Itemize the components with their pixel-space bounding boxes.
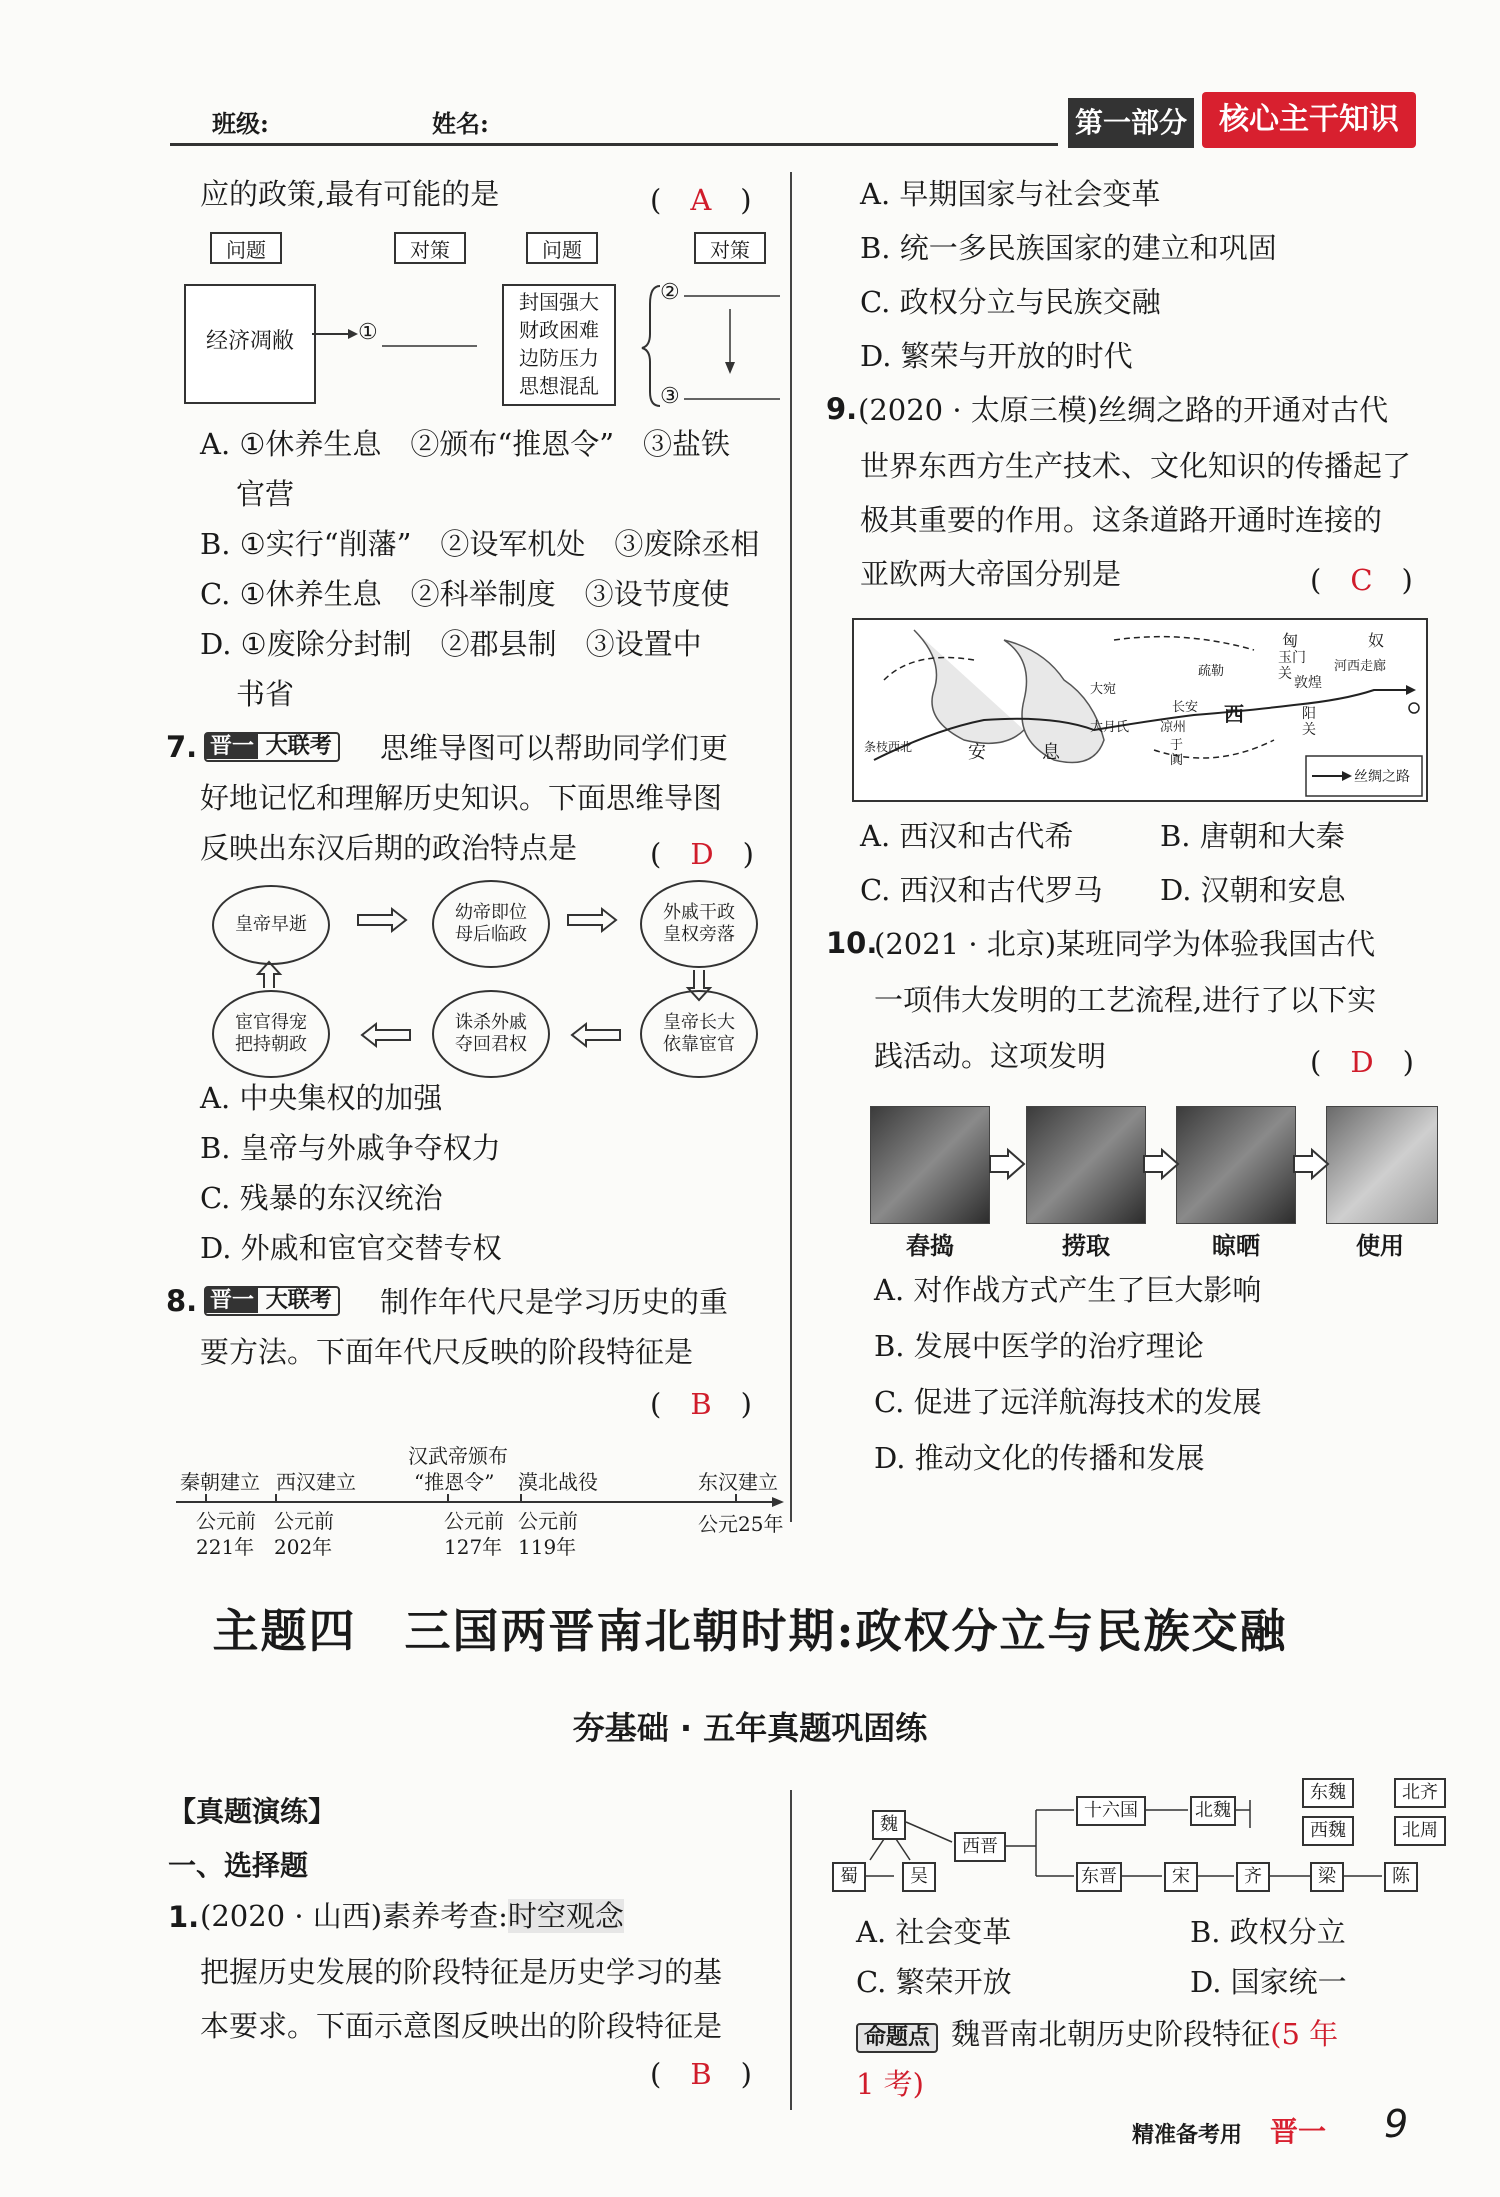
q6-label-policy1: 对策: [394, 232, 466, 264]
q7-arrows: [200, 880, 780, 1080]
tl-date-202-l1: 公元前: [274, 1509, 334, 1533]
q10-option-d: D. 推动文化的传播和发展: [874, 1441, 1205, 1475]
map-label-dunhuang: 敦煌: [1294, 675, 1322, 691]
flow-chen: 陈: [1384, 1862, 1418, 1892]
topic4-subtitle: 夯基础 · 五年真题巩固练: [572, 1709, 928, 1747]
tl-date-119-l1: 公元前: [518, 1509, 578, 1533]
map-label-hexi: 河西走廊: [1334, 659, 1387, 674]
q7-tag: [204, 732, 340, 762]
tl-date-127-l2: 127年: [444, 1535, 503, 1559]
map-label-xi2: 息: [1042, 742, 1060, 763]
section-badge: 核心主干知识: [1202, 92, 1416, 148]
q8-number: 8.: [166, 1284, 198, 1318]
topic4-title: 主题四 三国两晋南北朝时期:政权分立与民族交融: [212, 1604, 1288, 1658]
q6-answer: A: [690, 183, 712, 217]
q6-stem: 应的政策,最有可能的是: [200, 177, 500, 211]
q7-option-c: C. 残暴的东汉统治: [200, 1181, 443, 1215]
drill-heading: 【真题演练】: [168, 1795, 337, 1828]
q7-tag-brand: 晋一: [206, 734, 258, 759]
q7-line-3: 反映出东汉后期的政治特点是: [200, 831, 578, 865]
q1-point-text: 魏晋南北朝历史阶段特征: [951, 2017, 1271, 2051]
q8-option-b: B. 统一多民族国家的建立和巩固: [860, 231, 1277, 265]
map-legend-silkroad: 丝绸之路: [1354, 769, 1410, 785]
q1-point-tag: 命题点: [856, 2023, 938, 2053]
q6-option-a-cont: 官营: [236, 477, 295, 511]
flow-beiqi: 北齐: [1394, 1778, 1446, 1808]
flow-wei: 魏: [872, 1810, 906, 1840]
header-rule: [170, 143, 1058, 146]
q6-label-problem1: 问题: [210, 232, 282, 264]
tl-event-mobei: 漠北战役: [518, 1470, 598, 1494]
q1-point-count-cont: 1 考): [856, 2067, 924, 2101]
q9-answer-paren: ( C ): [1310, 563, 1413, 597]
q10-option-a: A. 对作战方式产生了巨大影响: [874, 1273, 1262, 1307]
q9-option-a: A. 西汉和古代希: [860, 819, 1074, 853]
part-badge: 第一部分: [1068, 98, 1194, 148]
q7-node-5-l1: 诛杀外戚: [455, 1012, 527, 1033]
tl-date-221: [196, 1508, 256, 1560]
q7-line-1: 思维导图可以帮助同学们更: [380, 731, 729, 765]
q7-node-1-text: 皇帝早逝: [235, 914, 307, 935]
q9-answer: C: [1350, 563, 1373, 597]
map-label-changan: 长安: [1172, 700, 1199, 715]
flow-xiwei: 西魏: [1302, 1816, 1354, 1846]
tl-date-127: [444, 1508, 504, 1560]
tl-date-202: [274, 1508, 334, 1560]
q6-option-a: A. ①休养生息 ②颁布“推恩令” ③盐铁: [200, 427, 731, 461]
tl-date-127-l1: 公元前: [444, 1509, 504, 1533]
silk-road-map-lines: [854, 620, 1426, 800]
flow-dongjin: 东晋: [1076, 1862, 1122, 1892]
q1-option-c: C. 繁荣开放: [856, 1965, 1012, 1999]
q10-line-2: 一项伟大发明的工艺流程,进行了以下实: [874, 983, 1377, 1017]
q6-problem-4: 思想混乱: [519, 374, 599, 398]
q9-line-1: (2020 · 太原三模)丝绸之路的开通对古代: [858, 393, 1389, 427]
q9-line-2: 世界东西方生产技术、文化知识的传播起了: [860, 449, 1412, 483]
tl-event-tuien: “推恩令”: [414, 1470, 495, 1494]
q6-option-b: B. ①实行“削藩” ②设军机处 ③废除丞相: [200, 527, 760, 561]
q1-point: [856, 2012, 1338, 2053]
tl-date-119: [518, 1508, 578, 1560]
tl-date-221-l1: 公元前: [196, 1509, 256, 1533]
q1-option-b: B. 政权分立: [1190, 1915, 1346, 1949]
q9-number: 9.: [826, 392, 858, 426]
q7-node-3-l2: 皇权旁落: [663, 924, 735, 945]
q8-line-1: 制作年代尺是学习历史的重: [380, 1285, 729, 1319]
tl-event-xihan: 西汉建立: [276, 1470, 356, 1494]
q7-answer-paren: ( D ): [650, 837, 754, 871]
q6-problem-1: 封国强大: [519, 290, 599, 314]
footer-text: 精准备考用: [1132, 2123, 1243, 2148]
flow-shu: 蜀: [832, 1862, 866, 1892]
q7-node-3-l1: 外戚干政: [663, 902, 735, 923]
tl-date-202-l2: 202年: [274, 1535, 333, 1559]
q10-number: 10.: [826, 926, 878, 960]
q7-option-d: D. 外戚和宦官交替专权: [200, 1231, 502, 1265]
q10-option-b: B. 发展中医学的治疗理论: [874, 1329, 1204, 1363]
step-using-label: 使用: [1356, 1232, 1404, 1260]
q1-source-highlight: 时空观念: [507, 1899, 624, 1933]
flow-qi: 齐: [1236, 1862, 1270, 1892]
q1-source: [200, 1890, 624, 1942]
map-label-yutian: 于阗: [1170, 738, 1184, 768]
map-label-yangguan: 阳关: [1302, 706, 1316, 738]
q10-arrows: [986, 1146, 1446, 1186]
flow-song: 宋: [1164, 1862, 1198, 1892]
q1-answer-paren: ( B ): [650, 2057, 752, 2091]
q6-label-policy2: 对策: [694, 232, 766, 264]
q7-answer: D: [690, 837, 714, 871]
footer-brand: 晋一: [1270, 2115, 1327, 2148]
q10-line-1: (2021 · 北京)某班同学为体验我国古代: [874, 927, 1376, 961]
step-drying-label: 晾晒: [1212, 1232, 1260, 1260]
q7-node-4-l2: 依靠宦官: [663, 1034, 735, 1055]
flow-liang: 梁: [1310, 1862, 1344, 1892]
q1-option-d: D. 国家统一: [1190, 1965, 1347, 1999]
q10-answer-paren: ( D ): [1310, 1045, 1414, 1079]
map-label-xi: 西: [1224, 702, 1244, 726]
map-label-xiong: 匈: [1282, 631, 1299, 650]
q10-line-3: 践活动。这项发明: [874, 1039, 1107, 1073]
map-label-dawan: 大宛: [1090, 682, 1117, 697]
q6-option-d-cont: 书省: [236, 677, 295, 711]
q9-option-d: D. 汉朝和安息: [1160, 873, 1346, 907]
q1-option-a: A. 社会变革: [856, 1915, 1012, 1949]
photo-pounding: [870, 1106, 990, 1224]
flow-xijin: 西晋: [954, 1832, 1006, 1862]
class-label: 班级:: [212, 109, 269, 138]
q10-option-c: C. 促进了远洋航海技术的发展: [874, 1385, 1262, 1419]
q6-option-c: C. ①休养生息 ②科举制度 ③设节度使: [200, 577, 730, 611]
q7-node-5-l2: 夺回君权: [455, 1034, 527, 1055]
q1-source-text: (2020 · 山西)素养考查:: [200, 1899, 508, 1933]
q6-blank-2: ②: [660, 280, 680, 305]
q7-node-2-l2: 母后临政: [455, 924, 527, 945]
flow-beizhou: 北周: [1394, 1816, 1446, 1846]
q7-option-b: B. 皇帝与外戚争夺权力: [200, 1131, 501, 1165]
q8-answer: B: [690, 1387, 712, 1421]
q1-point-count: (5 年: [1270, 2017, 1339, 2051]
q6-blank-1: ①: [358, 320, 378, 345]
q9-line-4: 亚欧两大帝国分别是: [860, 557, 1122, 591]
q7-tag-exam: 大联考: [265, 734, 332, 759]
q10-answer: D: [1350, 1045, 1374, 1079]
tl-event-wudi: 汉武帝颁布: [408, 1444, 508, 1468]
q8-source-tag: [204, 1286, 340, 1316]
q9-option-b: B. 唐朝和大秦: [1160, 819, 1345, 853]
step-pounding-label: 舂捣: [906, 1232, 954, 1260]
tl-event-donghan: 东汉建立: [698, 1470, 778, 1494]
q7-node-4-l1: 皇帝长大: [663, 1012, 735, 1033]
q7-node-6-l1: 宦官得宠: [235, 1012, 307, 1033]
q8-tag: [204, 1286, 340, 1316]
q8-tag-brand: 晋一: [206, 1288, 258, 1313]
q1-number: 1.: [168, 1900, 200, 1934]
q8-tag-exam: 大联考: [265, 1288, 332, 1313]
name-label: 姓名:: [432, 109, 489, 138]
q1-line-2: 本要求。下面示意图反映出的阶段特征是: [200, 2009, 723, 2043]
q6-option-d: D. ①废除分封制 ②郡县制 ③设置中: [200, 627, 702, 661]
q1-answer: B: [690, 2057, 712, 2091]
map-label-an: 安: [968, 742, 986, 763]
q7-source-tag: [204, 732, 340, 762]
q9-option-c: C. 西汉和古代罗马: [860, 873, 1103, 907]
page-number: 9: [1384, 2102, 1409, 2146]
q6-blank-3: ③: [660, 384, 680, 409]
q8-answer-paren: ( B ): [650, 1387, 752, 1421]
map-label-liangzhou: 凉州: [1160, 720, 1187, 735]
q7-node-2-l1: 幼帝即位: [455, 902, 527, 923]
section-choice: 一、选择题: [168, 1849, 309, 1882]
q7-line-2: 好地记忆和理解历史知识。下面思维导图: [200, 781, 723, 815]
q8-option-a: A. 早期国家与社会变革: [860, 177, 1161, 211]
q6-box-problems: [502, 284, 616, 406]
map-label-shule: 疏勒: [1198, 664, 1225, 679]
map-label-nu: 奴: [1368, 631, 1385, 650]
tl-date-119-l2: 119年: [518, 1535, 577, 1559]
map-label-tiaozhi: 条枝西北: [864, 740, 913, 754]
tl-date-221-l2: 221年: [196, 1535, 255, 1559]
map-label-yumenguan: 玉门关: [1278, 650, 1306, 682]
flow-16kingdoms: 十六国: [1076, 1796, 1146, 1826]
q8-line-2: 要方法。下面年代尺反映的阶段特征是: [200, 1335, 694, 1369]
silk-road-map: [852, 618, 1428, 802]
q9-line-3: 极其重要的作用。这条道路开通时连接的: [860, 503, 1383, 537]
q7-node-6-l2: 把持朝政: [235, 1034, 307, 1055]
q6-label-problem2: 问题: [526, 232, 598, 264]
tl-date-25: 公元25年: [698, 1512, 784, 1536]
q6-problem-2: 财政困难: [519, 318, 599, 342]
q6-problem-3: 边防压力: [519, 346, 599, 370]
tl-event-qin: 秦朝建立: [180, 1470, 260, 1494]
q1-line-1: 把握历史发展的阶段特征是历史学习的基: [200, 1955, 723, 1989]
q7-option-a: A. 中央集权的加强: [200, 1081, 443, 1115]
flow-beiwei: 北魏: [1190, 1796, 1236, 1826]
q8-option-c: C. 政权分立与民族交融: [860, 285, 1161, 319]
flow-dongwei: 东魏: [1302, 1778, 1354, 1808]
q6-answer-paren: ( A ): [650, 183, 752, 217]
q6-box-economy: 经济凋敝: [184, 284, 316, 404]
flow-wu: 吴: [902, 1862, 936, 1892]
map-label-dayuezhi: 大月氏: [1090, 720, 1130, 735]
column-divider-bottom: [790, 1790, 792, 2110]
q8-option-d: D. 繁荣与开放的时代: [860, 339, 1133, 373]
step-scooping-label: 捞取: [1062, 1232, 1110, 1260]
q7-number: 7.: [166, 730, 198, 764]
